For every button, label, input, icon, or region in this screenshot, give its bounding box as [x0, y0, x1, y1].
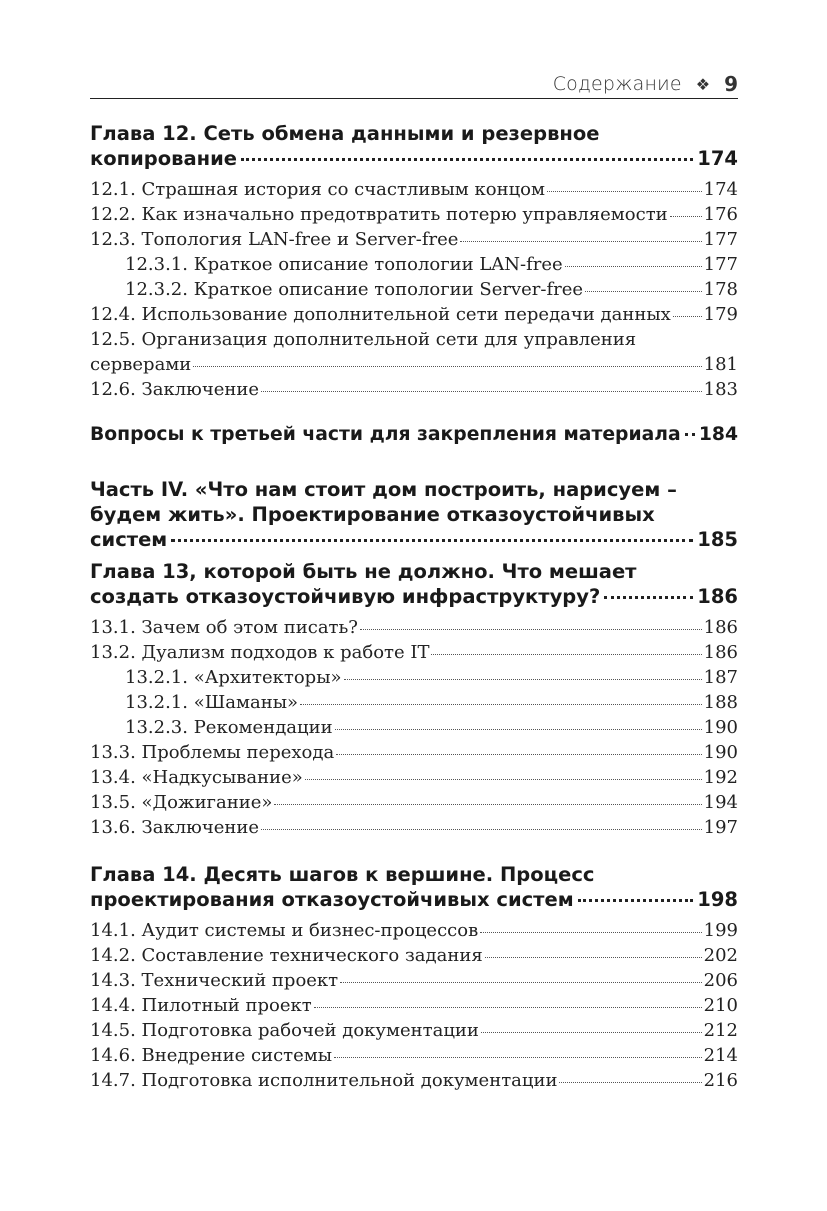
dot-leader — [485, 957, 702, 958]
toc-page-number: 197 — [703, 817, 738, 838]
toc-page-number: 185 — [697, 528, 738, 551]
dot-leader — [305, 779, 702, 780]
toc-heading-entry[interactable] — [90, 477, 738, 552]
toc-page-number: 190 — [703, 742, 738, 763]
toc-section-entry[interactable] — [90, 715, 738, 740]
toc-section-entry[interactable] — [90, 202, 738, 227]
dot-leader — [547, 191, 702, 192]
dot-leader — [344, 679, 702, 680]
toc-entry-title: систем — [90, 528, 168, 551]
toc-heading-entry[interactable] — [90, 559, 738, 609]
diamond-ornament-icon: ❖ — [695, 74, 711, 94]
toc-page-number: 194 — [703, 792, 738, 813]
toc-section-entry[interactable] — [90, 615, 738, 640]
toc-entry-title: 13.3. Проблемы перехода — [90, 742, 335, 763]
toc-entry-title: 14.2. Составление технического задания — [90, 945, 483, 966]
dot-leader — [460, 241, 701, 242]
dot-leader — [314, 1007, 702, 1008]
toc-page-number: 178 — [703, 279, 738, 300]
toc-section-entry[interactable] — [90, 177, 738, 202]
toc-section-entry[interactable] — [90, 1068, 738, 1093]
toc-page-number: 176 — [703, 204, 738, 225]
toc-page-number: 216 — [703, 1070, 738, 1091]
toc-section-entry[interactable] — [90, 640, 738, 665]
running-header — [90, 70, 738, 99]
toc-page-number: 206 — [703, 970, 738, 991]
toc-heading-entry[interactable] — [90, 121, 738, 171]
toc-entry-title: 13.2.3. Рекомендации — [125, 717, 333, 738]
toc-section-entry[interactable] — [90, 968, 738, 993]
toc-section-entry[interactable] — [90, 327, 738, 377]
toc-entry-title: 14.5. Подготовка рабочей документации — [90, 1020, 479, 1041]
toc-page-number: 202 — [703, 945, 738, 966]
toc-page-number: 184 — [698, 424, 738, 445]
toc-page-number: 187 — [703, 667, 738, 688]
toc-heading-entry[interactable] — [90, 862, 738, 912]
dot-leader — [171, 539, 693, 542]
toc-section-entry[interactable] — [90, 665, 738, 690]
toc-entry-title: серверами — [90, 354, 192, 375]
dot-leader — [559, 1082, 701, 1083]
dot-leader — [360, 629, 702, 630]
toc-entry-title: 14.6. Внедрение системы — [90, 1045, 333, 1066]
toc-page-number: 186 — [703, 617, 738, 638]
toc-page-number: 192 — [703, 767, 738, 788]
toc-entry-title-line: Глава 13, которой быть не должно. Что мешает — [90, 560, 637, 583]
dot-leader — [585, 291, 702, 292]
toc-entry-title-line: Глава 14. Десять шагов к вершине. Процесс — [90, 863, 595, 886]
dot-leader — [670, 216, 702, 217]
toc-page-number: 212 — [703, 1020, 738, 1041]
toc-page-number: 198 — [697, 888, 738, 911]
toc-entry-title: 14.3. Технический проект — [90, 970, 339, 991]
toc-section-entry[interactable] — [90, 815, 738, 840]
toc-entry-title: 13.1. Зачем об этом писать? — [90, 617, 358, 638]
dot-leader — [274, 804, 701, 805]
dot-leader — [480, 932, 701, 933]
toc-entry-title-line: 12.5. Организация дополнительной сети для управления — [90, 329, 637, 350]
toc-entry-title: 12.3.1. Краткое описание топологии LAN-free — [125, 254, 563, 275]
toc-entry-title-line: Глава 12. Сеть обмена данными и резервное — [90, 122, 600, 145]
dot-leader — [241, 158, 693, 161]
toc-page-number: 181 — [703, 354, 738, 375]
toc-entry-title: копирование — [90, 147, 237, 170]
toc-entry-title: создать отказоустойчивую инфраструктуру? — [90, 585, 601, 608]
toc-entry-title: 13.2. Дуализм подходов к работе IT — [90, 642, 430, 663]
toc-entry-title: 13.2.1. «Архитекторы» — [125, 667, 342, 688]
toc-section-entry[interactable] — [90, 690, 738, 715]
toc-section-entry[interactable] — [90, 252, 738, 277]
toc-entry-title: 13.4. «Надкусывание» — [90, 767, 303, 788]
dot-leader — [673, 316, 702, 317]
toc-page-number: 190 — [703, 717, 738, 738]
toc-entry-title: 13.5. «Дожигание» — [90, 792, 273, 813]
toc-entry-title-line: Часть IV. «Что нам стоит дом построить, нарисуем – — [90, 478, 677, 501]
dot-leader — [193, 366, 701, 367]
toc-page-number: 188 — [703, 692, 738, 713]
toc-page-number: 177 — [703, 229, 738, 250]
toc-entry-title-line: будем жить». Проектирование отказоустойчивых — [90, 503, 655, 526]
dot-leader — [261, 829, 702, 830]
toc-entry-title: 14.1. Аудит системы и бизнес-процессов — [90, 920, 479, 941]
toc-entry-title: 12.4. Использование дополнительной сети передачи данных — [90, 304, 671, 325]
toc-page-number: 174 — [703, 179, 738, 200]
toc-section-entry[interactable] — [90, 993, 738, 1018]
table-of-contents — [90, 121, 738, 1093]
toc-section-entry[interactable] — [90, 918, 738, 943]
dot-leader — [481, 1032, 702, 1033]
toc-entry-title: 12.3. Топология LAN-free и Server-free — [90, 229, 459, 250]
toc-entry-title: 12.3.2. Краткое описание топологии Server-free — [125, 279, 584, 300]
toc-page-number: 179 — [703, 304, 738, 325]
toc-entry-title: 14.7. Подготовка исполнительной документации — [90, 1070, 558, 1091]
toc-page-number: 199 — [703, 920, 738, 941]
toc-section-entry[interactable] — [90, 1018, 738, 1043]
header-title: Содержание — [552, 73, 682, 95]
dot-leader — [336, 754, 701, 755]
toc-entry-title: проектирования отказоустойчивых систем — [90, 888, 574, 911]
toc-section-entry[interactable] — [90, 302, 738, 327]
dot-leader — [335, 729, 702, 730]
toc-page-number: 214 — [703, 1045, 738, 1066]
toc-page-number: 186 — [703, 642, 738, 663]
toc-section-entry[interactable] — [90, 790, 738, 815]
dot-leader — [261, 391, 702, 392]
toc-section-entry[interactable] — [90, 943, 738, 968]
dot-leader — [565, 266, 702, 267]
dot-leader — [685, 433, 695, 436]
dot-leader — [340, 982, 701, 983]
dot-leader — [300, 704, 702, 705]
toc-entry-title: 14.4. Пилотный проект — [90, 995, 312, 1016]
header-page-number: 9 — [724, 72, 738, 96]
toc-entry-title: Вопросы к третьей части для закрепления материала — [90, 424, 681, 445]
toc-section-entry[interactable] — [90, 740, 738, 765]
toc-page-number: 177 — [703, 254, 738, 275]
toc-section-entry[interactable] — [90, 765, 738, 790]
toc-section-entry[interactable] — [90, 1043, 738, 1068]
toc-entry-title: 12.2. Как изначально предотвратить потерю управляемости — [90, 204, 668, 225]
toc-entry-title: 12.1. Страшная история со счастливым концом — [90, 179, 546, 200]
toc-heading-entry[interactable] — [90, 422, 738, 447]
toc-entry-title: 12.6. Заключение — [90, 379, 260, 400]
dot-leader — [334, 1057, 702, 1058]
toc-entry-title: 13.6. Заключение — [90, 817, 260, 838]
toc-section-entry[interactable] — [90, 377, 738, 402]
toc-page-number: 186 — [697, 585, 738, 608]
toc-page-number: 183 — [703, 379, 738, 400]
toc-page-number: 174 — [697, 147, 738, 170]
toc-section-entry[interactable] — [90, 227, 738, 252]
dot-leader — [431, 654, 701, 655]
toc-page-number: 210 — [703, 995, 738, 1016]
dot-leader — [604, 596, 693, 599]
toc-section-entry[interactable] — [90, 277, 738, 302]
dot-leader — [578, 899, 694, 902]
toc-entry-title: 13.2.1. «Шаманы» — [125, 692, 299, 713]
